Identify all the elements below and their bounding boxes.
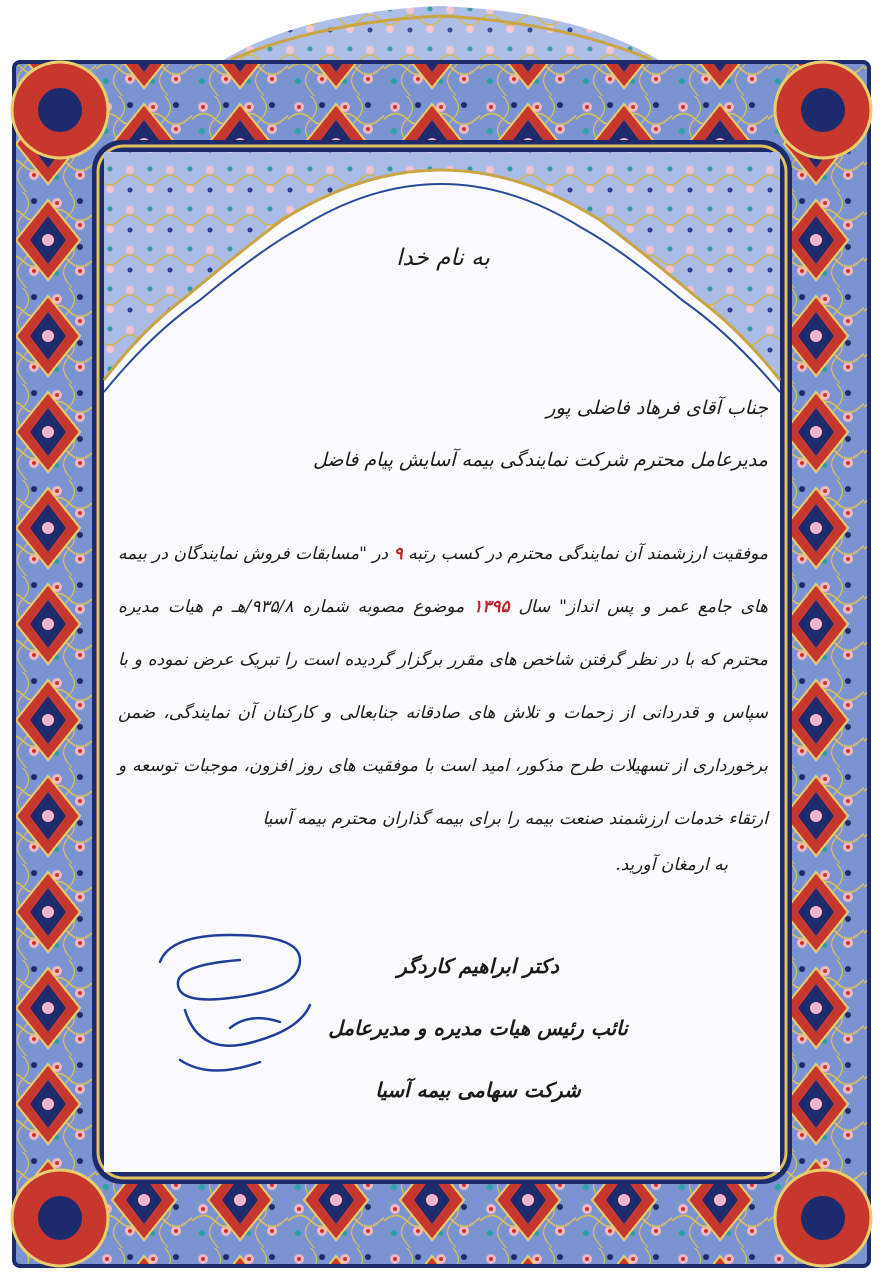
body-text-part2: در "مسابقات فروش نمایندگان در بیمه های جامع عمر و پس انداز" سال [118,544,768,617]
basmala-heading: به نام خدا [396,245,490,271]
signatory-name: دکتر ابراهیم کاردگر [397,954,559,978]
year-value: ۱۳۹۵ [473,597,510,617]
letter-body [118,528,768,846]
recipient-name: جناب آقای فرهاد فاضلی پور [546,397,768,419]
closing-line: به ارمغان آورید. [615,855,728,875]
signatory-title: نائب رئیس هیات مدیره و مدیرعامل [328,1016,628,1040]
company-name: شرکت سهامی بیمه آسیا [375,1078,581,1102]
letter-content [118,150,768,1160]
signatory-block [328,935,628,1121]
body-text-part3: موضوع مصوبه شماره ۹۳۵/۸/هـ م هیات مدیره محترم که با در نظر گرفتن شاخص های مقرر برگزار گردیده است را تبریک عرض نموده و با سپاس و قدردانی از زحمات و تلاش های صادقانه جنابعالی و کارکنان آن نمایندگی، ضمن برخورداری از تسهیلات طرح مذکور، امید است با موفقیت های روز افزون، موجبات توسعه و ارتقاء خدمات ارزشمند صنعت بیمه را برای بیمه گذاران محترم بیمه آسیا [118,597,768,829]
body-text-part1: موفقیت ارزشمند آن نمایندگی محترم در کسب رتبه [402,544,768,564]
recipient-title: مدیرعامل محترم شرکت نمایندگی بیمه آسایش پیام فاضل [312,449,768,471]
rank-value: ۹ [393,544,403,564]
recipient-block [118,382,768,486]
